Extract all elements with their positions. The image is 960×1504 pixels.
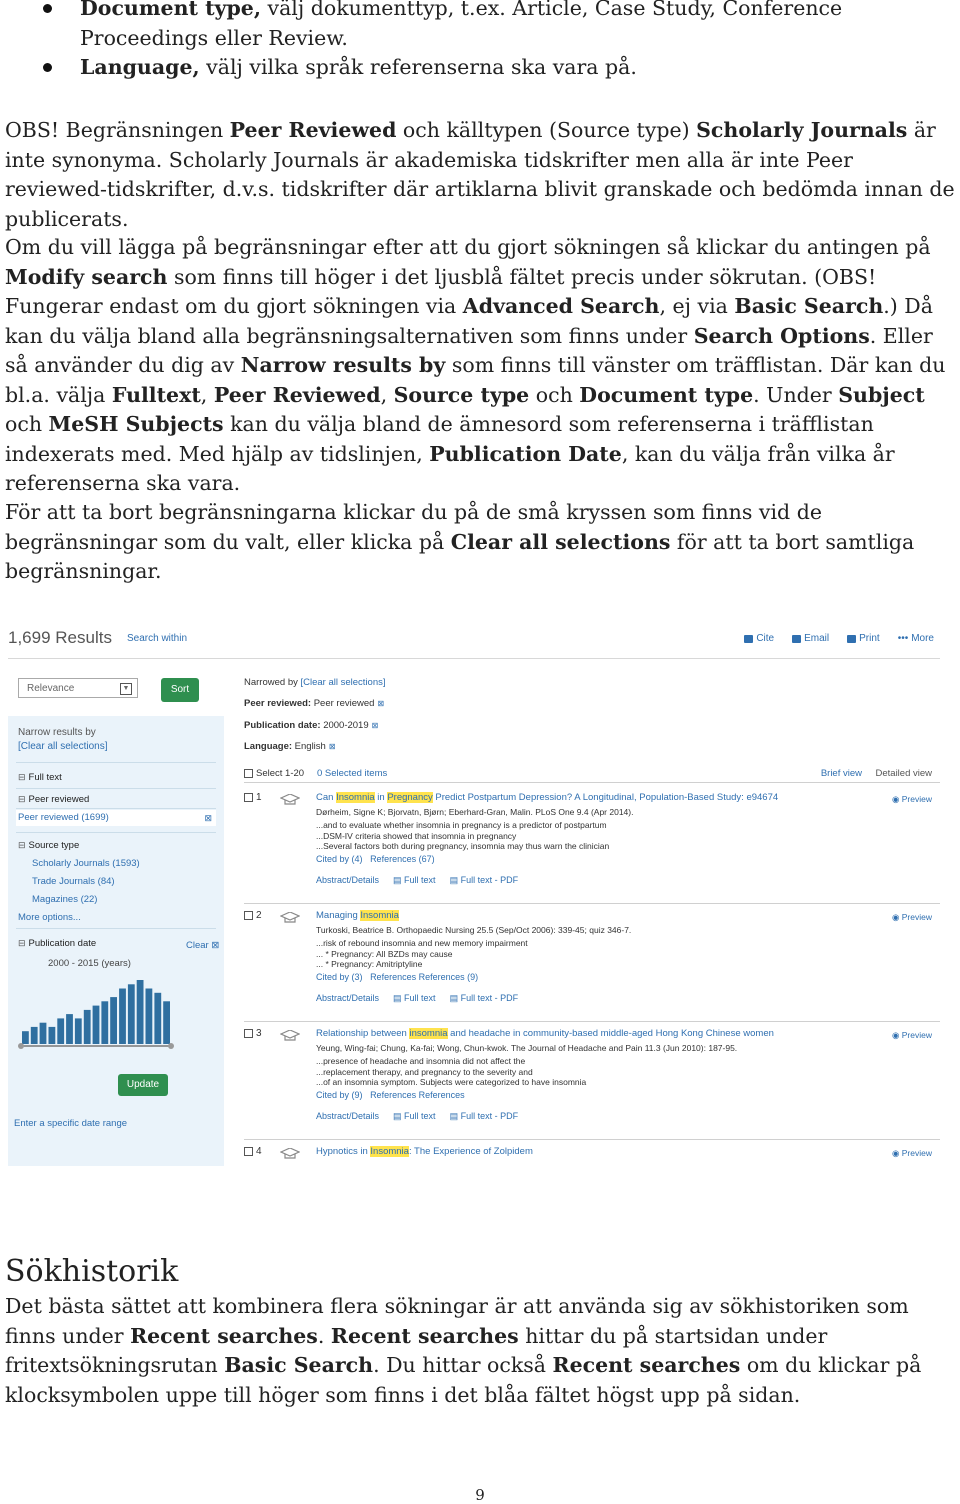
snippet-line: ...Several factors both during pregnancy, insomnia may thus warn the clinician — [316, 841, 610, 851]
histogram-bar — [22, 1031, 29, 1044]
result-title-link[interactable]: Managing Insomnia — [316, 910, 399, 921]
result-item — [244, 910, 940, 1022]
histogram-bar — [154, 993, 161, 1044]
result-links — [316, 875, 518, 886]
narrow-results-header: Narrow results by [Clear all selections] — [18, 727, 108, 752]
abstract-link[interactable]: Abstract/Details — [316, 993, 380, 1003]
histogram-bar — [57, 1018, 64, 1044]
checkbox-icon — [244, 769, 253, 778]
results-count: 1,699 Results — [8, 628, 112, 647]
preview-icon: ◉ — [891, 912, 900, 922]
cite-button[interactable]: Cite — [744, 633, 774, 644]
preview-icon: ◉ — [891, 794, 900, 804]
result-divider — [244, 1021, 940, 1022]
quote-icon — [744, 635, 753, 643]
checkbox-icon — [244, 1029, 253, 1038]
scholarly-cap-icon — [280, 794, 300, 806]
remove-filter-icon[interactable]: ⊠ — [371, 721, 379, 730]
histogram-bar — [75, 1018, 82, 1044]
tools-bar — [744, 633, 934, 644]
result-snippets — [316, 938, 528, 970]
results-main — [244, 676, 940, 1166]
cited-by-link[interactable]: Cited by (4) — [316, 854, 363, 864]
facet-full-text[interactable]: ⊟ Full text — [18, 772, 62, 783]
histogram-bar — [128, 984, 135, 1044]
snippet-line: ...DSM-IV criteria showed that insomnia in pregnancy — [316, 830, 517, 841]
histogram-bar — [49, 1027, 56, 1044]
printer-icon — [847, 635, 856, 643]
paragraph-history: Det bästa sättet att kombinera flera sökningar är att använda sig av sökhistoriken som finns under Recent searches. Recent searches hittar du på startsidan under fritextsökningsrutan Basic Search. Du hittar också Recent searches om du klickar på klocksymbolen uppe till höger som finns i det blåa fältet högst upp på sidan. — [5, 1294, 922, 1407]
search-results-screenshot — [8, 618, 940, 1166]
remove-filter-icon[interactable]: ⊠ — [377, 699, 385, 708]
histogram-bar — [84, 1010, 91, 1044]
paragraph-remove: För att ta bort begränsningarna klickar du på de små kryssen som finns vid de begränsningar som du valt, eller klicka på Clear all selections för att ta bort samtliga begränsningar. — [5, 500, 915, 583]
remove-filter-icon[interactable]: ⊠ — [328, 742, 336, 751]
slider-handle — [168, 1043, 174, 1049]
filter-language: Language: English ⊠ — [244, 741, 336, 752]
full-text-link[interactable]: ▤ Full text — [393, 875, 436, 885]
result-divider — [244, 1139, 940, 1140]
references-link[interactable]: References (67) — [370, 854, 435, 864]
full-text-link[interactable]: ▤ Full text — [393, 993, 436, 1003]
bullet-document-type: Document type, välj dokumenttyp, t.ex. Article, Case Study, Conference Proceedings eller Review. — [40, 0, 940, 53]
source-trade-journals[interactable]: Trade Journals (84) — [32, 876, 115, 887]
peer-reviewed-selected[interactable]: Peer reviewed (1699) ⊠ — [16, 810, 216, 826]
preview-link[interactable]: ◉ Preview — [891, 1148, 932, 1158]
year-range-label: 2000 - 2015 (years) — [48, 958, 131, 969]
cited-refs — [316, 972, 478, 982]
section-heading: Sökhistorik — [5, 1254, 179, 1289]
result-authors: Turkoski, Beatrice B. Orthopaedic Nursing 25.5 (Sep/Oct 2006): 339-45; quiz 346-7. — [316, 925, 632, 935]
preview-link[interactable]: ◉ Preview — [891, 794, 932, 804]
histogram-bar — [146, 989, 153, 1045]
result-divider — [244, 903, 940, 904]
result-checkbox[interactable]: 1 — [244, 792, 262, 803]
full-text-pdf-link[interactable]: ▤ Full text - PDF — [449, 875, 519, 885]
result-links — [316, 993, 518, 1004]
print-button[interactable]: Print — [847, 633, 880, 644]
slider-handle — [18, 1043, 24, 1049]
preview-icon: ◉ — [891, 1148, 900, 1158]
checkbox-icon — [244, 793, 253, 802]
filter-peer-reviewed: Peer reviewed: Peer reviewed ⊠ — [244, 698, 385, 709]
references-link[interactable]: References References — [370, 1090, 465, 1100]
histogram-bar — [137, 980, 144, 1044]
remove-icon[interactable]: ⊠ — [204, 813, 212, 823]
envelope-icon — [792, 635, 801, 643]
email-button[interactable]: Email — [792, 633, 829, 644]
scholarly-cap-icon — [280, 1148, 300, 1160]
facet-source-type[interactable]: ⊟ Source type — [18, 840, 79, 851]
result-links — [316, 1111, 518, 1122]
preview-link[interactable]: ◉ Preview — [891, 912, 932, 922]
bullet-language: Language, välj vilka språk referenserna ska vara på. — [40, 53, 940, 83]
result-checkbox[interactable]: 4 — [244, 1146, 262, 1157]
result-authors: Dørheim, Signe K; Bjorvatn, Bjørn; Eberhard-Gran, Malin. PLoS One 9.4 (Apr 2014). — [316, 807, 634, 817]
scholarly-cap-icon — [280, 912, 300, 924]
paragraph-obs: OBS! Begränsningen Peer Reviewed och källtypen (Source type) Scholarly Journals är inte synonyma. Scholarly Journals är akademiska tidskrifter men alla är inte Peer reviewed-tidskrifter, d.v.s. tidskrifter där artiklarna blivit granskade och bedömda innan de publicerats. — [5, 118, 955, 231]
brief-view-link[interactable]: Brief view — [820, 768, 862, 779]
full-text-pdf-link[interactable]: ▤ Full text - PDF — [449, 993, 519, 1003]
narrowed-by: Narrowed by [Clear all selections] — [244, 677, 386, 688]
clear-date-link[interactable]: Clear ⊠ — [186, 940, 220, 951]
cited-by-link[interactable]: Cited by (3) — [316, 972, 363, 982]
abstract-link[interactable]: Abstract/Details — [316, 1111, 380, 1121]
histogram-bar — [110, 997, 117, 1044]
result-snippets — [316, 1056, 586, 1088]
preview-icon: ◉ — [891, 1030, 900, 1040]
cited-refs — [316, 1090, 465, 1100]
source-magazines[interactable]: Magazines (22) — [32, 894, 98, 905]
search-within-link[interactable]: Search within — [127, 633, 188, 644]
histogram-bar — [31, 1027, 38, 1044]
snippet-line: ...replacement therapy, and pregnancy to the severity and — [316, 1066, 533, 1077]
result-title-link[interactable]: Hypnotics in Insomnia: The Experience of Zolpidem — [316, 1146, 533, 1157]
snippet-line: ...risk of rebound insomnia and new memory impairment — [316, 938, 528, 948]
cited-by-link[interactable]: Cited by (9) — [316, 1090, 363, 1100]
result-authors: Yeung, Wing-fai; Chung, Ka-fai; Wong, Chun-kwok. The Journal of Headache and Pain 11.3 (Jun 2010): 187-95. — [316, 1043, 738, 1053]
update-button[interactable]: Update — [118, 1074, 168, 1096]
scholarly-cap-icon — [280, 1030, 300, 1042]
checkbox-icon — [244, 911, 253, 920]
selected-items-link[interactable]: 0 Selected items — [317, 768, 388, 779]
source-scholarly-journals[interactable]: Scholarly Journals (1593) — [32, 858, 140, 869]
snippet-line: ... * Pregnancy: All BZDs may cause — [316, 948, 453, 959]
result-title-link[interactable]: Can Insomnia in Pregnancy Predict Postpartum Depression? A Longitudinal, Population-Based Study: e94674 — [316, 792, 779, 803]
dots-icon: ••• — [897, 633, 909, 644]
chevron-down-icon: ▼ — [120, 683, 132, 695]
histogram-bar — [163, 1001, 170, 1044]
snippet-line: ... * Pregnancy: Amitriptyline — [316, 959, 423, 969]
result-checkbox[interactable]: 3 — [244, 1028, 262, 1039]
page-number: 9 — [475, 1486, 485, 1504]
snippet-line: ...of an insomnia symptom. Subjects were categorized to have insomnia — [316, 1077, 587, 1087]
snippet-line: ...and to evaluate whether insomnia in pregnancy is a predictor of postpartum — [316, 820, 607, 830]
full-text-link[interactable]: ▤ Full text — [393, 1111, 436, 1121]
sort-button[interactable]: Sort — [161, 678, 199, 702]
result-item — [244, 1028, 940, 1140]
facet-publication-date[interactable]: ⊟ Publication date — [18, 938, 96, 949]
paragraph-limits: Om du vill lägga på begränsningar efter att du gjort sökningen så klickar du antingen på Modify search som finns till höger i det ljusblå fältet precis under sökrutan. (OBS! Fungerar endast om du gjort sökningen via Advanced Search, ej via Basic Search.) Då kan du välja bland alla begränsningsalternativen som finns under Search Options. Eller så använder du dig av Narrow results by som finns till vänster om träfflistan. Där kan du bl.a. välja Fulltext, Peer Reviewed, Source type och Document type. Under Subject och MeSH Subjects kan du välja bland de ämnesord som referenserna i träfflistan indexerats med. Med hjälp av tidslinjen, Publication Date, kan du välja från vilka år referenserna ska vara. — [5, 235, 946, 495]
clear-all-link[interactable]: [Clear all selections] — [300, 677, 386, 688]
facet-peer-reviewed[interactable]: ⊟ Peer reviewed — [18, 794, 89, 805]
histogram-bar — [119, 989, 126, 1045]
result-title-link[interactable]: Relationship between insomnia and headache in community-based middle-aged Hong Kong Chinese women — [316, 1028, 774, 1039]
cited-refs — [316, 854, 435, 864]
preview-link[interactable]: ◉ Preview — [891, 1030, 932, 1040]
detailed-view-link[interactable]: Detailed view — [875, 768, 932, 779]
histogram-bar — [66, 1014, 73, 1044]
results-header-row — [244, 768, 940, 783]
more-options-link[interactable]: More options... — [18, 912, 81, 923]
result-checkbox[interactable]: 2 — [244, 910, 262, 921]
bullet-list — [40, 0, 940, 83]
result-snippets — [316, 820, 609, 852]
more-button[interactable]: ••• More — [897, 633, 934, 644]
publication-date-histogram[interactable] — [16, 974, 176, 1054]
clear-all-selections-link[interactable]: [Clear all selections] — [18, 741, 108, 752]
date-range-link[interactable]: Enter a specific date range — [14, 1118, 128, 1129]
results-toolbar — [8, 618, 940, 659]
sort-select[interactable]: Relevance ▼ — [18, 678, 138, 698]
filter-publication-date: Publication date: 2000-2019 ⊠ — [244, 720, 379, 731]
select-all-checkbox[interactable]: Select 1-20 — [244, 768, 304, 779]
histogram-bar — [40, 1023, 47, 1044]
histogram-bar — [93, 1006, 100, 1044]
histogram-bar — [101, 1001, 108, 1044]
abstract-link[interactable]: Abstract/Details — [316, 875, 380, 885]
full-text-pdf-link[interactable]: ▤ Full text - PDF — [449, 1111, 519, 1121]
result-item — [244, 792, 940, 904]
checkbox-icon — [244, 1147, 253, 1156]
references-link[interactable]: References References (9) — [370, 972, 479, 982]
snippet-line: ...presence of headache and insomnia did not affect the — [316, 1056, 526, 1066]
result-item — [244, 1146, 940, 1166]
